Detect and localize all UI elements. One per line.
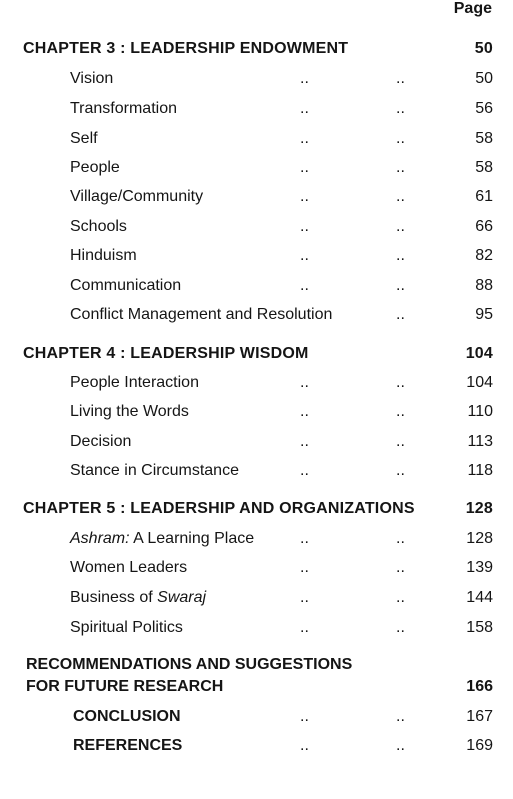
dot-leader: .. [396,403,405,420]
dot-leader: .. [396,619,405,636]
dot-leader: .. [300,462,309,479]
dot-leader: .. [396,589,405,606]
chapter-title: CHAPTER 4 : LEADERSHIP WISDOM [23,345,309,362]
heading-line-1: RECOMMENDATIONS AND SUGGESTIONS [26,656,353,673]
dot-leader: .. [300,403,309,420]
entry-title [70,589,206,607]
dot-leader: .. [396,530,405,547]
dot-leader: .. [300,589,309,606]
chapter-title: CHAPTER 3 : LEADERSHIP ENDOWMENT [23,40,349,57]
entry-page: 110 [467,403,493,420]
entry-title: Vision [70,70,114,87]
dot-leader: .. [396,306,405,323]
dot-leader: .. [396,218,405,235]
entry-title: Women Leaders [70,559,188,576]
entry-page: 104 [466,374,493,391]
chapter-title: CHAPTER 5 : LEADERSHIP AND ORGANIZATIONS [23,500,415,517]
entry-title: Spiritual Politics [70,619,183,636]
dot-leader: .. [300,159,309,176]
page-column-header: Page [453,0,492,17]
entry-page: 82 [475,247,493,264]
dot-leader: .. [300,130,309,147]
dot-leader: .. [396,433,405,450]
entry-page: 113 [467,433,493,450]
entry-title: Stance in Circumstance [70,462,239,479]
dot-leader: .. [396,70,405,87]
entry-page: 88 [475,277,493,294]
dot-leader: .. [300,247,309,264]
dot-leader: .. [396,462,405,479]
entry-title: Village/Community [70,188,204,205]
entry-title: Communication [70,277,182,294]
dot-leader: .. [396,130,405,147]
entry-title: Schools [70,218,127,235]
dot-leader: .. [300,188,309,205]
chapter-page: 128 [465,500,493,517]
entry-page: 58 [475,159,493,176]
entry-page: 61 [475,188,493,205]
entry-page: 56 [475,100,493,117]
entry-page: 50 [475,70,493,87]
chapter-page: 166 [466,678,493,695]
dot-leader: .. [300,737,309,754]
dot-leader: .. [396,737,405,754]
dot-leader: .. [396,559,405,576]
dot-leader: .. [300,559,309,576]
dot-leader: .. [300,218,309,235]
dot-leader: .. [300,433,309,450]
dot-leader: .. [396,247,405,264]
dot-leader: .. [300,374,309,391]
entry-page: 167 [466,708,493,725]
entry-page: 139 [466,559,493,576]
dot-leader: .. [300,708,309,725]
heading-line-2: FOR FUTURE RESEARCH [26,678,224,695]
dot-leader: .. [396,188,405,205]
dot-leader: .. [396,277,405,294]
dot-leader: .. [396,100,405,117]
dot-leader: .. [300,530,309,547]
chapter-page: 50 [474,40,493,57]
entry-title: Hinduism [70,247,137,264]
chapter-page: 104 [465,345,493,362]
entry-page: 118 [467,462,493,479]
dot-leader: .. [300,100,309,117]
dot-leader: .. [300,277,309,294]
entry-page: 58 [475,130,493,147]
entry-page: 158 [466,619,493,636]
dot-leader: .. [300,70,309,87]
entry-page: 169 [466,737,493,754]
dot-leader: .. [396,159,405,176]
entry-title: CONCLUSION [73,708,181,725]
entry-title-italic: Ashram: [70,530,130,547]
entry-page: 128 [466,530,493,547]
entry-title-pre: Business of [70,589,158,606]
entry-title: People [70,159,120,176]
dot-leader: .. [396,374,405,391]
entry-title-italic: Swaraj [157,589,207,606]
entry-title [70,530,254,548]
entry-title: Self [70,130,98,147]
entry-title: REFERENCES [73,737,183,754]
entry-title: People Interaction [70,374,199,391]
entry-title: Living the Words [70,403,189,420]
entry-title: Decision [70,433,132,450]
entry-page: 95 [475,306,493,323]
entry-title: Transformation [70,100,177,117]
entry-page: 144 [466,589,493,606]
entry-page: 66 [475,218,493,235]
dot-leader: .. [300,619,309,636]
entry-title: Conflict Management and Resolution [70,306,333,323]
entry-title-rest: A Learning Place [129,530,255,547]
dot-leader: .. [396,708,405,725]
